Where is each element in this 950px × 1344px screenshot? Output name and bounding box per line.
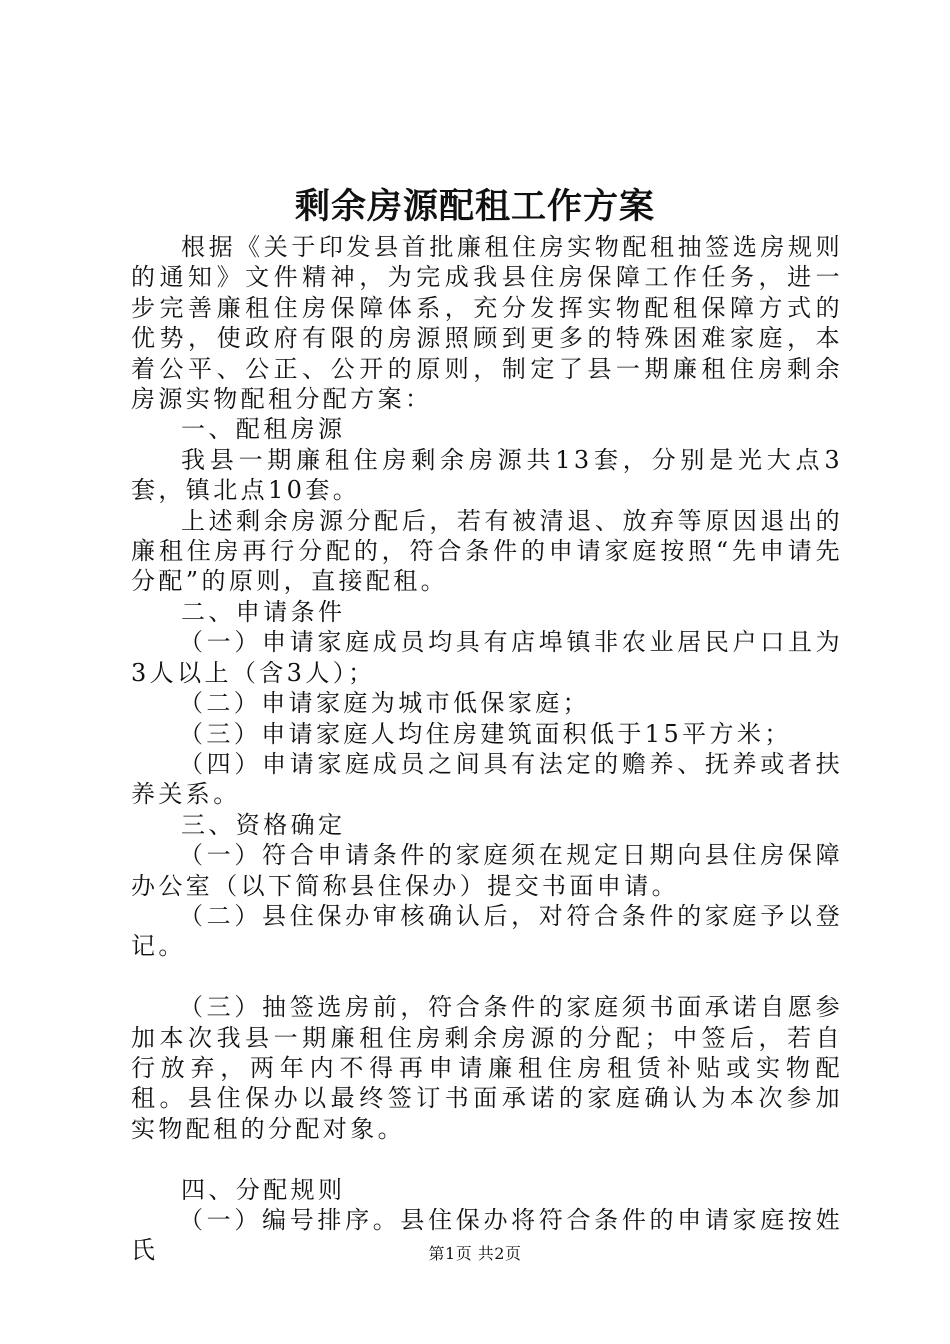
list-item: （一）符合申请条件的家庭须在规定日期向县住房保障办公室（以下简称县住保办）提交书面申请。: [131, 841, 843, 900]
list-item: （三）申请家庭人均住房建筑面积低于15平方米；: [179, 719, 792, 748]
blank-line: [131, 1144, 843, 1174]
page-footer: 第1页 共2页: [428, 1244, 522, 1263]
list-item: （二）县住保办审核确认后，对符合条件的家庭予以登记。: [131, 901, 843, 961]
section-heading-4: 四、分配规则: [181, 1175, 346, 1204]
blank-line: [131, 962, 843, 992]
body-paragraph: 我县一期廉租住房剩余房源共13套，分别是光大点3套，镇北点10套。: [131, 445, 843, 505]
document-body: [131, 232, 843, 1266]
section-heading-3: 三、资格确定: [181, 810, 346, 839]
list-item: （三）抽签选房前，符合条件的家庭须书面承诺自愿参加本次我县一期廉租住房剩余房源的分配；中签后，若自行放弃，两年内不得再申请廉租住房租赁补贴或实物配租。县住保办以最终签订书面承诺的家庭确认为本次参加实物配租的分配对象。: [131, 993, 843, 1143]
list-item: （一）编号排序。县住保办将符合条件的申请家庭按姓氏: [131, 1205, 843, 1265]
list-item: （一）申请家庭成员均具有店埠镇非农业居民户口且为3人以上（含3人）；: [131, 628, 843, 687]
list-item: （四）申请家庭成员之间具有法定的赡养、抚养或者扶养关系。: [131, 749, 843, 809]
section-heading-2: 二、申请条件: [181, 597, 346, 626]
section-heading-1: 一、配租房源: [181, 415, 346, 444]
document-title: 剩余房源配租工作方案: [294, 186, 655, 227]
intro-paragraph: 根据《关于印发县首批廉租住房实物配租抽签选房规则的通知》文件精神，为完成我县住房保障工作任务，进一步完善廉租住房保障体系，充分发挥实物配租保障方式的优势，使政府有限的房源照顾到更多的特殊困难家庭，本着公平、公正、公开的原则，制定了县一期廉租住房剩余房源实物配租分配方案：: [131, 233, 843, 414]
body-paragraph: 上述剩余房源分配后，若有被清退、放弃等原因退出的廉租住房再行分配的，符合条件的申请家庭按照“先申请先分配”的原则，直接配租。: [131, 506, 843, 596]
list-item: （二）申请家庭为城市低保家庭；: [179, 689, 590, 718]
